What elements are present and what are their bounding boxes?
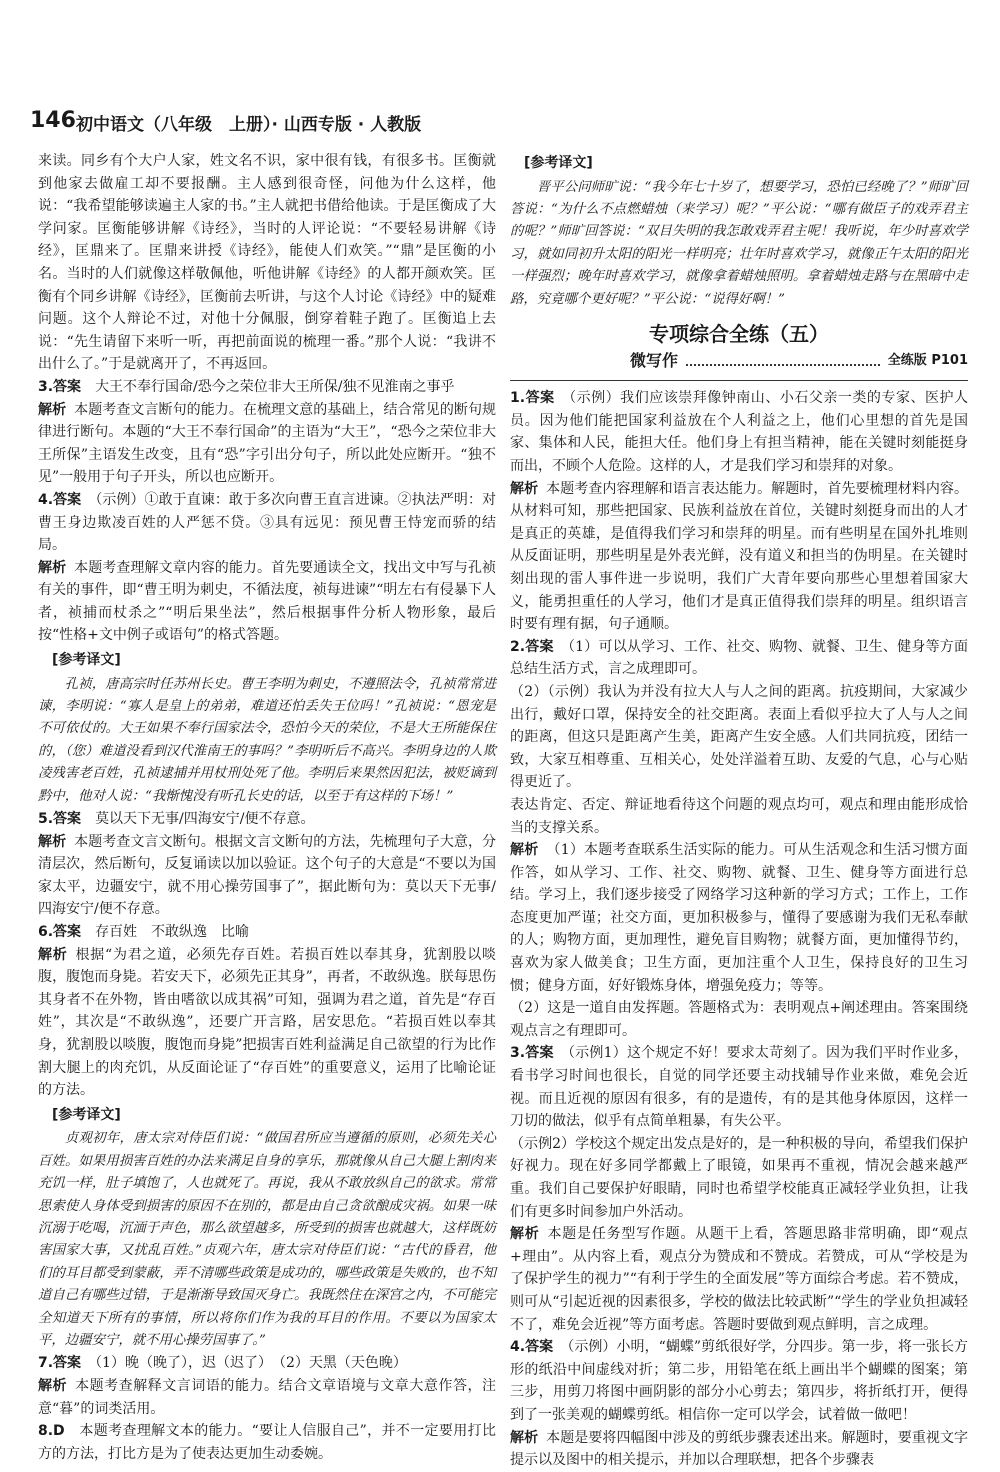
q4-number: 4.答案: [38, 491, 82, 508]
r-q1-analysis-tag: 解析: [510, 480, 539, 497]
r-q3-analysis-text: 本题是任务型写作题。从题干上看，答题思路非常明确，即“观点+理由”。从内容上看，观点分为赞成和不赞成。若赞成，可从“学校是为了保护学生的视力”“有利于学生的全面发展”等方面综合考虑。若不赞成，则可从“引起近视的因素很多，学校的做法比较武断”“学生的学业负担减轻不了，难免会近视”等方面考虑。答题时要做到观点鲜明，言之成理。: [510, 1226, 969, 1333]
r-q2-analysis: [510, 839, 968, 997]
r-q3-ex2: （示例2）学校这个规定出发点是好的，是一种积极的导向，希望我们保护好视力。现在好多同学都戴上了眼镜，如果再不重视，情况会越来越严重。我们自己要保护好眼睛，同时也希望学校能真正减轻学业负担，让我们有更多时间参加户外活动。: [510, 1135, 968, 1220]
r-q1-analysis-text: 本题考查内容理解和语言表达能力。解题时，首先要梳理材料内容。从材料可知，那些把国家、民族利益放在首位，关键时刻挺身而出的人才是真正的英雄，是值得我们学习和崇拜的明星。而有些明星在国外扎堆则从反面证明，那些明星是外表光鲜，没有道义和担当的伪明星。在关键时刻出现的雷人事件进一步说明，我们广大青年要向那些心里想着国家大义，能勇担重任的人学习，他们才是真正值得我们崇拜的明星。组织语言时要有理有据，句子通顺。: [510, 480, 969, 633]
r-q4-analysis-tag: 解析: [510, 1429, 539, 1446]
r-q4-analysis: [510, 1427, 968, 1472]
r-q3-ex1: （示例1）这个规定不好！要求太苛刻了。因为我们平时作业多，看书学习时间也很长，自觉的同学还要主动找辅导作业来做，难免会近视。而且近视的原因有很多，有的是遗传，有的是其他身体原因，这样一刀切的做法，似乎有点简单粗暴，有失公平。: [510, 1045, 969, 1130]
q5-analysis-text: 本题考查文言文断句。根据文言文断句的方法，先梳理句子大意，分清层次，然后断句，反复诵读以加以验证。这个句子的大意是“不要以为国家太平，边疆安宁，就不用心操劳国事了”，据此断句为：莫以天下无事/四海安宁/便不存意。: [38, 833, 497, 918]
section-subtitle: 微写作: [630, 350, 679, 370]
q3-analysis: [38, 399, 496, 489]
r-q4-analysis-text: 本题是要将四幅图中涉及的剪纸步骤表述出来。解题时，要重视文字提示以及图中的相关提示，并加以合理联想，把各个步骤表: [510, 1429, 969, 1469]
section-subtitle-row: [510, 350, 968, 373]
q6-translation: 贞观初年，唐太宗对侍臣们说：“做国君所应当遵循的原则，必须先关心百姓。如果用损害百姓的办法来满足自身的享乐，那就像从自己大腿上割肉来充饥一样，肚子填饱了，人也就死了。再说，我从不敢放纵自己的欲求。常常思索使人身体受到损害的原因不在别的，都是由自己贪欲酿成灾祸。如果一味沉溺于吃喝，沉湎于声色，那么欲望越多，所受到的损害也就越大，这样既妨害国家大事，又扰乱百姓。”贞观六年，唐太宗对侍臣们说：“古代的昏君，他们的耳目都受到蒙蔽，弄不清哪些政策是成功的，哪些政策是失败的，也不知道自己有哪些过错，于是渐渐导致国灭身亡。我既然住在深宫之内，不可能完全知道天下所有的事情，所以将你们作为我的耳目的作用。不要以为国家太平，边疆安宁，就不用心操劳国事了。”: [38, 1131, 496, 1349]
q6-analysis-text: 根据“为君之道，必须先存百姓。若损百姓以奉其身，犹割股以啖腹，腹饱而身毙。若安天下，必须先正其身”，再者，不敢纵逸。朕每思伤其身者不在外物，皆由嗜欲以成其祸”可知，强调为君之道，首先是“存百姓”，其次是“不敢纵逸”，还要广开言路，居安思危。“若损百姓以奉其身，犹割股以啖腹，腹饱而身毙”把损害百姓利益满足自己欲望的行为比作割大腿上的肉充饥，从反面论证了“存百姓”的重要意义，运用了比喻论证的方法。: [38, 946, 497, 1099]
r-q2-analysis2: （2）这是一道自由发挥题。答题格式为：表明观点+阐述理由。答案围绕观点言之有理即可。: [510, 1000, 968, 1039]
q3-answer: [38, 376, 496, 399]
r-q2-number: 2.答案: [510, 638, 554, 655]
q7-analysis-text: 本题考查解释文言词语的能力。结合文章语境与文章大意作答，注意“暮”的词类活用。: [38, 1378, 497, 1417]
q5-number: 5.答案: [38, 811, 82, 828]
q5-analysis-tag: 解析: [38, 833, 67, 850]
right-translation: 晋平公问师旷说：“我今年七十岁了，想要学习，恐怕已经晚了？”师旷回答说：“为什么不点燃蜡烛（来学习）呢？”平公说：“哪有做臣子的戏弄君主的呢？”师旷回答说：“双目失明的我怎敢戏弄君主呢！我听说，年少时喜欢学习，就如同初升太阳的阳光一样明亮；壮年时喜欢学习，就像正午太阳的阳光一样强烈；晚年时喜欢学习，就像拿着蜡烛照明。拿着蜡烛走路与在黑暗中走路，究竟哪个更好呢？”平公说：“说得好啊！”: [510, 179, 968, 307]
q7-answer: [38, 1352, 496, 1375]
q6-analysis: [38, 944, 496, 1102]
left-column: [38, 150, 496, 1465]
q4-translation: 孔祯，唐高宗时任苏州长史。曹王李明为刺史，不遵照法令，孔祯常常进谏，李明说：“寡人是皇上的弟弟，难道还怕丢失王位吗！”孔祯说：“恩宠是不可依仗的。大王如果不奉行国家法令，恐怕今天的荣位，不是大王所能保住的，（您）难道没看到汉代淮南王的事吗？”李明听后不高兴。李明身边的人欺凌残害老百姓，孔祯逮捕并用杖刑处死了他。李明后来果然因犯法，被贬谪到黔中，他对人说：“我惭愧没有听孔长史的话，以至于有这样的下场！”: [38, 676, 496, 804]
q8-analysis-text: 本题考查理解文本的能力。“要让人信服自己”，并不一定要用打比方的方法，打比方是为了使表达更加生动委婉。: [38, 1423, 496, 1462]
r-q4-answer-text: （示例）小明，“蝴蝶”剪纸很好学，分四步。第一步，将一张长方形的纸沿中间虚线对折；第二步，用铅笔在纸上画出半个蝴蝶的图案；第三步，用剪刀将图中画阴影的部分小心剪去；第四步，将折纸打开，便得到了一张美观的蝴蝶剪纸。相信你一定可以学会，试着做一做吧！: [510, 1339, 969, 1423]
q4-answer: [38, 489, 496, 557]
q4-analysis-tag: 解析: [38, 559, 67, 576]
q4-analysis-text: 本题考查理解文章内容的能力。首先要通读全文，找出文中写与孔祯有关的事件，即“曹王明为刺史，不循法度，祯每进谏”“明左右有侵暴下人者，祯捕而杖杀之”“明后果坐法”，然后根据事件分析人物形象，最后按“性格+文中例子或语句”的格式答题。: [38, 559, 497, 644]
q6-analysis-tag: 解析: [38, 946, 68, 963]
section-page-ref: 全练版 P101: [887, 352, 968, 368]
q6-answer-text: 存百姓 不敢纵逸 比喻: [95, 924, 250, 941]
q3-number: 3.答案: [38, 378, 82, 395]
q7-analysis-tag: 解析: [38, 1378, 68, 1395]
q8-answer: [38, 1420, 496, 1465]
r-q2-part3: 表达肯定、否定、辩证地看待这个问题的观点均可，观点和理由能形成恰当的支撑关系。: [510, 796, 968, 836]
q7-answer-text: （1）晚（晚了），迟（迟了） （2）天黑（天色晚）: [95, 1355, 407, 1372]
r-q2-analysis-tag: 解析: [510, 842, 539, 859]
r-q3-analysis-tag: 解析: [510, 1226, 540, 1243]
divider: [510, 380, 968, 381]
right-ref-heading: [参考译文]: [524, 155, 593, 171]
r-q1-answer-text: （示例）我们应该崇拜像钟南山、小石父亲一类的专家、医护人员。因为他们能把国家利益放在个人利益之上，他们心里想的首先是国家、集体和人民，能担大任。他们身上有担当精神，能在关键时刻能挺身而出，不顾个人危险。这样的人，才是我们学习和崇拜的对象。: [510, 390, 969, 474]
r-q4-number: 4.答案: [510, 1339, 554, 1356]
q7-number: 7.答案: [38, 1355, 82, 1372]
q3-answer-text: 大王不奉行国命/恐今之荣位非大王所保/独不见淮南之事乎: [95, 378, 455, 395]
q3-analysis-tag: 解析: [38, 401, 67, 418]
q7-analysis: [38, 1375, 496, 1420]
dotted-leader: [686, 356, 880, 366]
book-title: 初中语文（八年级 上册）· 山西专版 · 人教版: [76, 115, 422, 135]
q3-analysis-text: 本题考查文言断句的能力。在梳理文意的基础上，结合常见的断句规律进行断句。本题的“大王不奉行国命”的主语为“大王”，“恐今之荣位非大王所保”主语发生改变，且有“恐”字引出分句子，所以此处应断开。“独不见”一般用于句子开头，所以也应断开。: [38, 401, 497, 486]
r-q3-number: 3.答案: [510, 1045, 554, 1062]
intro-paragraph: 来读。同乡有个大户人家，姓文名不识，家中很有钱，有很多书。匡衡就到他家去做雇工却不要报酬。主人感到很奇怪，问他为什么这样，他说：“我希望能够读遍主人家的书。”主人就把书借给他读。于是匡衡成了大学问家。匡衡能够讲解《诗经》，当时的人评论说：“不要轻易讲解《诗经》，匡鼎来了。匡鼎来讲授《诗经》，能使人们欢笑。”“鼎”是匡衡的小名。当时的人们就像这样敬佩他，听他讲解《诗经》的人都开颜欢笑。匡衡有个同乡讲解《诗经》，匡衡前去听讲，与这个人讨论《诗经》中的疑难问题。这个人辩论不过，对他十分佩服，倒穿着鞋子跑了。匡衡追上去说：“先生请留下来听一听，再把前面说的梳理一番。”那个人说：“我讲不出什么了。”于是就离开了，不再返回。: [38, 153, 496, 373]
page-header: [30, 108, 970, 144]
r-q3-answer: [510, 1042, 968, 1132]
section-title: 专项综合全练（五）: [649, 322, 829, 347]
r-q1-answer: [510, 387, 968, 477]
page-number: 146: [30, 108, 76, 133]
q5-answer: [38, 808, 496, 831]
q6-answer: [38, 921, 496, 944]
q5-answer-text: 莫以天下无事/四海安宁/便不存意。: [95, 811, 315, 828]
q4-analysis: [38, 557, 496, 647]
r-q1-number: 1.答案: [510, 390, 555, 407]
r-q3-analysis: [510, 1223, 968, 1336]
q8-number: 8.D: [38, 1423, 65, 1440]
q4-ref-heading: [参考译文]: [52, 652, 121, 669]
r-q2-part1: （1）可以从学习、工作、社交、购物、就餐、卫生、健身等方面总结生活方式，言之成理即可。: [510, 638, 969, 678]
right-column: [510, 150, 968, 1472]
r-q4-answer: [510, 1336, 968, 1426]
r-q1-analysis: [510, 478, 968, 636]
q4-answer-text: （示例）①敢于直谏：敢于多次向曹王直言进谏。②执法严明：对曹王身边欺凌百姓的人严惩不贷。③具有远见：预见曹王恃宠而骄的结局。: [38, 491, 497, 554]
r-q2-part2: （2）（示例）我认为并没有拉大人与人之间的距离。抗疫期间，大家减少出行，戴好口罩，保持安全的社交距离。表面上看似乎拉大了人与人之间的距离，但这只是距离产生美，距离产生安全感。人们共同抗疫，团结一致，大家互相尊重、互相关心，处处洋溢着互助、友爱的气息，心与心贴得更近了。: [510, 683, 968, 791]
r-q2-analysis-text: （1）本题考查联系生活实际的能力。可从生活观念和生活习惯方面作答，如从学习、工作、社交、购物、就餐、卫生、健身等方面进行总结。学习上，我们逐步接受了网络学习这种新的学习方式；工作上，工作态度更加严谨；社交方面，更加积极参与，懂得了要感谢为我们无私奉献的人；购物方面，更加理性，避免盲目购物；就餐方面，更加懂得节约，喜欢为家人做美食；卫生方面，更加注重个人卫生，保持良好的卫生习惯；健身方面，好好锻炼身体，增强免疫力；等等。: [510, 842, 969, 994]
r-q2-answer: [510, 636, 968, 681]
q6-number: 6.答案: [38, 924, 82, 941]
q6-ref-heading: [参考译文]: [52, 1106, 121, 1123]
q5-analysis: [38, 831, 496, 921]
